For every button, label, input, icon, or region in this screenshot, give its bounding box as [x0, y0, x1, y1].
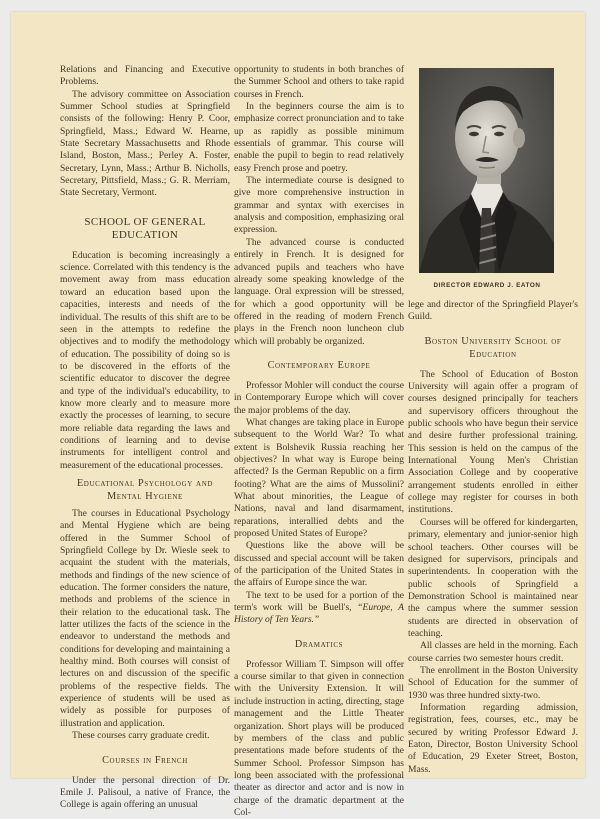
section-heading-psychology: Educational Psychology and Mental Hygiene: [76, 477, 214, 502]
section-heading-contemporary-europe: Contemporary Europe: [267, 359, 371, 371]
column-left: [60, 64, 230, 812]
paragraph: Courses will be offered for kindergarten, primary, elementary and junior-senior high school teachers. Other courses will be designed for supervisors, principals and superintendents. In cooperation with the public schools of Springfield a Demonstration School is maintained near the campus where the summer session students are directed in observation of teaching.: [408, 516, 578, 639]
paragraph: The School of Education of Boston University will again offer a program of courses designed principally for teachers and supervisory officers throughout the public schools who have begun their service and desire further professional training. This session is held on the campus of the International Young Men's Christian Association College and by cooperative arrangement students enrolled in either college may register for courses in both institutions.: [408, 368, 578, 516]
section-heading-boston-university: Boston University School of Education: [424, 335, 562, 360]
section-heading-french: Courses in French: [102, 754, 188, 766]
portrait-photo: [419, 68, 554, 273]
paragraph: The intermediate course is designed to give more comprehensive instruction in grammar and syntax with exercises in analysis and composition, emphasizing oral expression.: [234, 175, 404, 236]
paragraph: Relations and Financing and Executive Problems.: [60, 64, 230, 88]
column-right: [408, 299, 578, 776]
paragraph: All classes are held in the morning. Each course carries two semester hours credit.: [408, 640, 578, 664]
paragraph: lege and director of the Springfield Player's Guild.: [408, 299, 578, 323]
paragraph: These courses carry graduate credit.: [72, 730, 210, 742]
paragraph: The enrollment in the Boston University School of Education for the summer of 1930 was three hundred sixty-two.: [408, 664, 578, 701]
paragraph: Information regarding admission, registration, fees, courses, etc., may be secured by writing Professor Edward J. Eaton, Director, Boston University School of Education, 29 Exeter Street, Boston, Mass.: [408, 701, 578, 775]
paragraph: What changes are taking place in Europe subsequent to the World War? To what extent is Bolshevik Russia reaching her objectives? In what way is Europe being affected? Is the German Republic on a firm footing? What are the aims of Mussolini? What about minorities, the League of Nations, naval and land disarmament, reparations, interallied debts and the proposed United States of Europe?: [234, 416, 404, 540]
portrait-illustration: [419, 68, 554, 273]
paragraph: Under the personal direction of Dr. Emile J. Palisoul, a native of France, the College is again offering an unusual: [60, 774, 230, 811]
paragraph: In the beginners course the aim is to emphasize correct pronunciation and to take up as rapidly as possible minimum essentials of grammar. This course will enable the pupil to begin to read relatively easy French prose and poetry.: [234, 101, 404, 174]
book-title: “Europe, A History of Ten Years.”: [234, 602, 405, 626]
paragraph: Professor William T. Simpson will offer a course similar to that given in connection with the University Extension. It will include instruction in acting, directing, stage management and the Little Theater organization. Short plays will be produced by members of the class and public presentations made before students of the Summer School. Professor Simpson has long been associated with the professional theater as director and actor and is now in charge of the dramatic department at the Col-: [234, 658, 404, 818]
document-page: [11, 12, 585, 818]
section-heading-general-education: SCHOOL OF GENERAL EDUCATION: [84, 215, 206, 242]
paragraph: [234, 590, 404, 627]
photo-caption: DIRECTOR EDWARD J. EATON: [433, 282, 541, 289]
paragraph: The courses in Educational Psychology and Mental Hygiene which are being offered in the Summer School of Springfield College by Dr. Wiesle seek to acquaint the student with the materials, methods and findings of the new science of education. The former considers the nature, methods and problems of the science in their relation to the educational task. The latter utilizes the facts of the science in the endeavor to understand the methods and conditions for developing and maintaining a healthy mind. Both courses will consist of lectures on and discussion of the specific problems of the respective fields. The experience of students will be used as widely as possible for purposes of illustration and application.: [60, 507, 230, 729]
paragraph: Education is becoming increasingly a science. Correlated with this tendency is the movement away from mass education toward an education based upon the capacities, interests and needs of the individual. The results of this shift are to be seen in the attempts to redefine the objectives and to modify the methodology of education. The possibility of doing so is to be discovered in the efforts of the scientific educator to discover the degree and type of the individual's educability, to know more clearly and to measure more exactly the processes of learning, to secure more reliable data regarding the laws and conditions of learning and to devise instruments for intelligent control and measurement of the educational processes.: [60, 249, 230, 471]
paragraph: The advanced course is conducted entirely in French. It is designed for advanced pupils and teachers who have already some speaking knowledge of the language. Oral expression will be stressed, for which a good opportunity will be offered in the reading of modern French plays in the French noon luncheon club which will probably be organized.: [234, 236, 404, 347]
paragraph: Questions like the above will be discussed and special account will be taken of the participation of the United States in the affairs of Europe since the war.: [234, 540, 404, 589]
section-heading-dramatics: Dramatics: [294, 638, 344, 650]
column-middle: [234, 64, 404, 819]
paragraph: Professor Mohler will conduct the course in Contemporary Europe which will cover the major problems of the day.: [234, 379, 404, 416]
text-book-intro: The text to be used for a portion of the term's work will be Buell's,: [234, 589, 404, 614]
paragraph: The advisory committee on Association Summer School studies at Springfield consists of the following: Henry P. Coor, Springfield, Mass.; Edward W. Hearne, State Secretary Massachusetts and Rhode Island, Boston, Mass.; Perley A. Foster, Secretary, Lynn, Mass.; Arthur B. Nicholls, Secretary, Pittsfield, Mass.; G. R. Merriam, State Secretary, Vermont.: [60, 88, 230, 199]
paragraph: opportunity to students in both branches of the Summer School and others to take rapid courses in French.: [234, 64, 404, 100]
